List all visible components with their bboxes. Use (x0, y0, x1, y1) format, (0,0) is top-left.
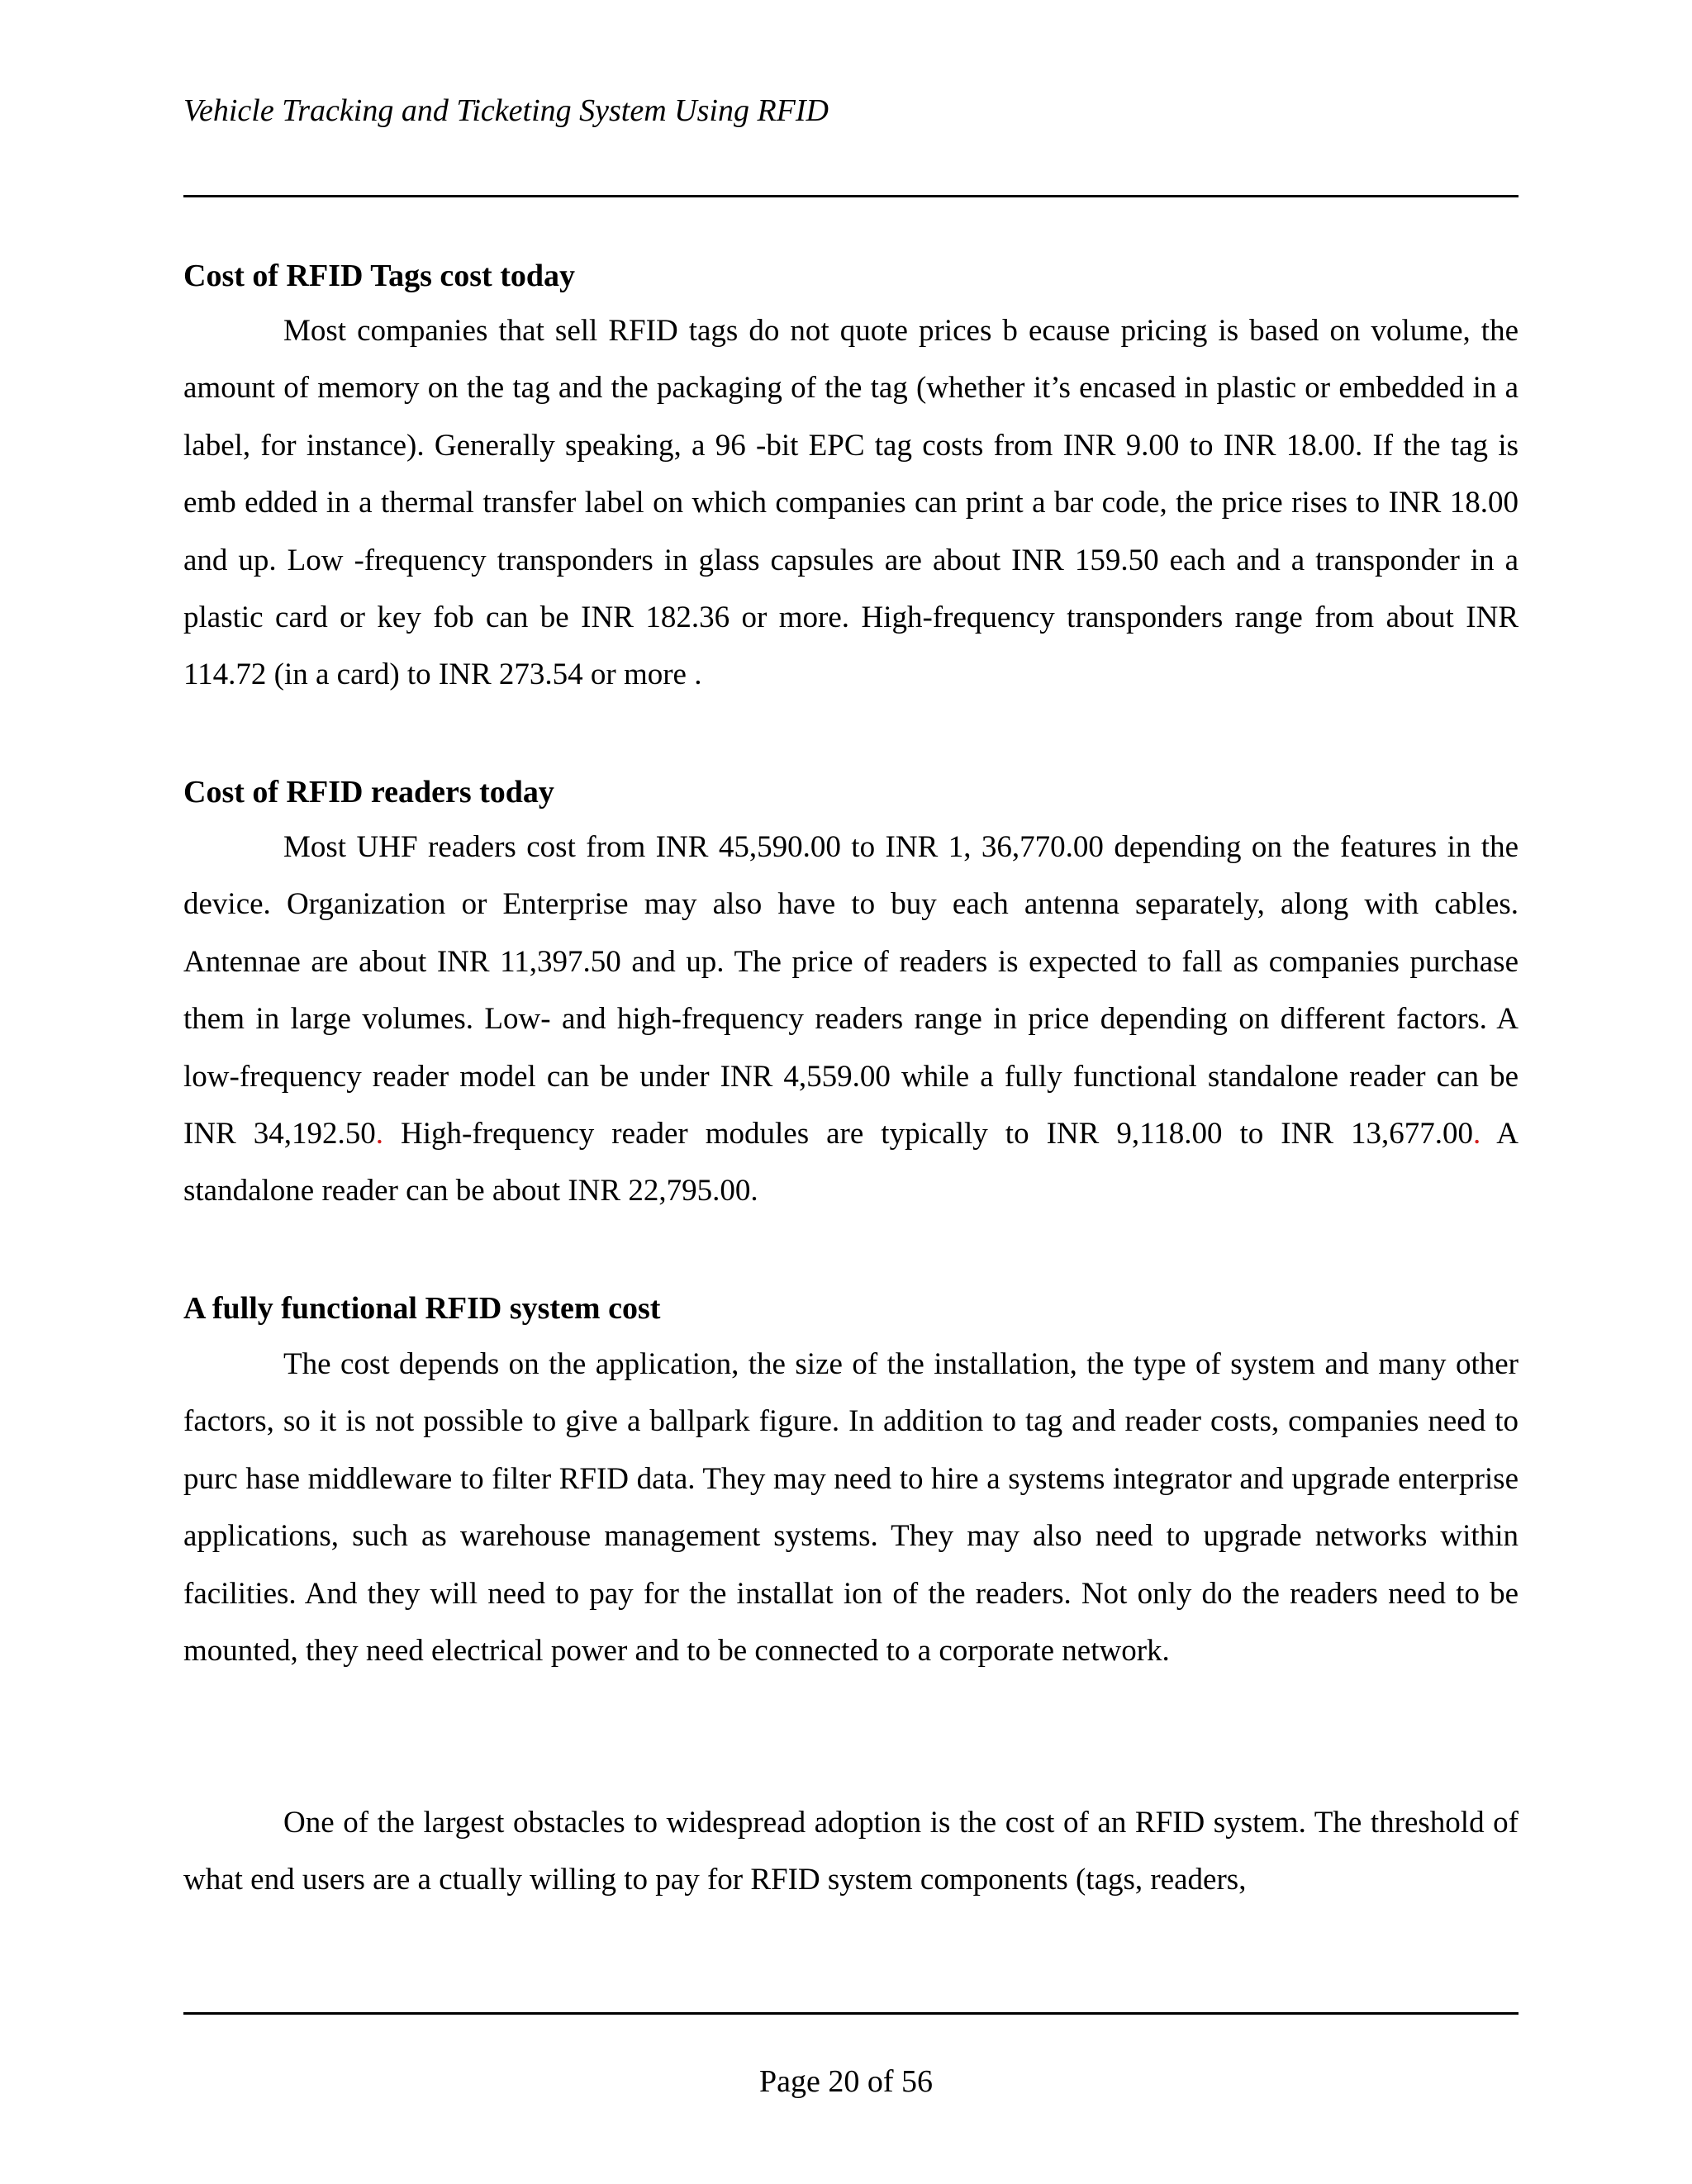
red-period-2: . (1473, 1117, 1481, 1151)
readers-text-part2: High-frequency reader modules are typically to INR 9,118.00 to INR 13,677.00 (383, 1117, 1474, 1151)
paragraph-system-cost: The cost depends on the application, the size of the installation, the type of system and many other factors, so it is not possible to give a ballpark figure. In addition to tag and reader costs, companies need to purc hase middleware to filter RFID data. They may need to hire a systems integrator and upgrade enterprise applications, such as warehouse management systems. They may also need to upgrade networks within facilities. And they will need to pay for the installat ion of the readers. Not only do the readers need to be mounted, they need electrical power and to be connected to a corporate network. (183, 1347, 1519, 1669)
page-number: Page 20 of 56 (758, 2064, 934, 2099)
readers-text-part3: A standalone reader can be about INR 22,795.00. (183, 1117, 1519, 1208)
section-heading-tags-cost: Cost of RFID Tags cost today (183, 259, 575, 293)
red-period-1: . (375, 1117, 383, 1151)
section-heading-readers-cost: Cost of RFID readers today (183, 775, 554, 810)
footer-divider (183, 2012, 1519, 2015)
header-divider (183, 195, 1519, 197)
paragraph-adoption-obstacles: One of the largest obstacles to widespread adoption is the cost of an RFID system. The threshold of what end users are a ctually willing to pay for RFID system components (tags, readers, (183, 1806, 1519, 1897)
readers-text-part1: Most UHF readers cost from INR 45,590.00 to INR 1, 36,770.00 depending on the features in the device. Organization or Enterprise may also have to buy each antenna separately, along with cables. Antennae are about INR 11,397.50 and up. The price of readers is expected to fall as companies purchase them in large volumes. Low- and high-frequency readers range in price depending on different factors. A low-frequency reader model can be under INR 4,559.00 while a fully functional standalone reader can be INR 34,192.50 (183, 830, 1519, 1151)
paragraph-readers-cost (183, 819, 1519, 1220)
paragraph-tags-cost: Most companies that sell RFID tags do not quote prices b ecause pricing is based on volume, the amount of memory on the tag and the packaging of the tag (whether it’s encased in plastic or embedded in a label, for instance). Generally speaking, a 96 -bit EPC tag costs from INR 9.00 to INR 18.00. If the tag is emb edded in a thermal transfer label on which companies can print a bar code, the price rises to INR 18.00 and up. Low -frequency transponders in glass capsules are about INR 159.50 each and a transponder in a plastic card or key fob can be INR 182.36 or more. High-frequency transponders range from about INR 114.72 (in a card) to INR 273.54 or more . (183, 314, 1519, 692)
document-header-title: Vehicle Tracking and Ticketing System Using RFID (183, 93, 829, 128)
section-heading-system-cost: A fully functional RFID system cost (183, 1291, 661, 1326)
